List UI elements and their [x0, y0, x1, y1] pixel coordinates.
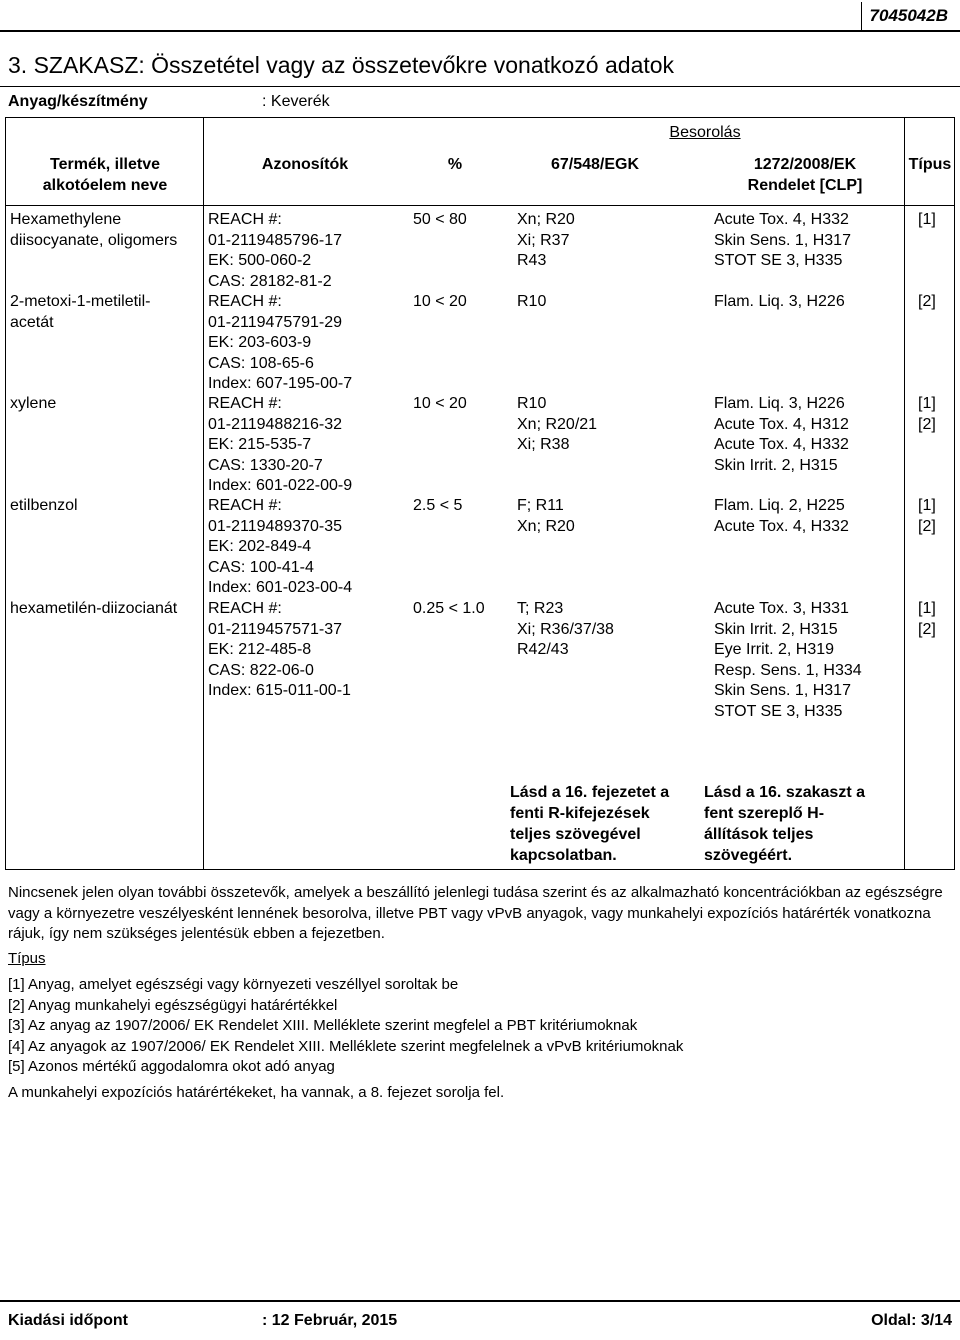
type-list-item: [4] Az anyagok az 1907/2006/ EK Rendelet XIII. Melléklete szerint megfelelnek a vPvB kritériumoknak	[8, 1037, 684, 1055]
row-percent: 2.5 < 5	[413, 497, 463, 514]
type-heading: Típus	[8, 950, 46, 967]
row-clp-class: Flam. Liq. 2, H225 Acute Tox. 4, H332	[714, 497, 849, 535]
section-divider	[0, 86, 960, 87]
row-clp-class: Acute Tox. 4, H332 Skin Sens. 1, H317 STOT SE 3, H335	[714, 211, 851, 269]
row-percent: 10 < 20	[413, 395, 467, 412]
row-dir-class: Xn; R20 Xi; R37 R43	[517, 211, 575, 269]
row-name: 2-metoxi-1-metiletil- acetát	[10, 293, 151, 331]
document-number: 7045042B	[861, 2, 954, 31]
info-paragraph: Nincsenek jelen olyan további összetevők, amelyek a beszállító jelenlegi tudása szerint és az alkalmazható koncentrációkban az egészségre vagy a környezetre veszélyesként lennének besorolva, illetve PBT vagy vPvB anyagok, vagy munkahelyi expozíciós határérték vonatkozna rájuk, így nem szükséges jelentésük ebben a fejezetben.	[8, 884, 943, 943]
header-percent: %	[447, 156, 463, 173]
header-clp: 1272/2008/EK Rendelet [CLP]	[747, 156, 863, 194]
row-type: [1] [2]	[918, 395, 936, 433]
row-clp-class: Acute Tox. 3, H331 Skin Irrit. 2, H315 Eye Irrit. 2, H319 Resp. Sens. 1, H334 Skin Sens. 1, H317 STOT SE 3, H335	[714, 600, 862, 720]
row-identifiers: REACH #: 01-2119488216-32 EK: 215-535-7 CAS: 1330-20-7 Index: 601-022-00-9	[208, 395, 353, 494]
col-divider-2	[904, 117, 905, 870]
page-number: Oldal: 3/14	[871, 1312, 952, 1329]
row-identifiers: REACH #: 01-2119489370-35 EK: 202-849-4 CAS: 100-41-4 Index: 601-023-00-4	[208, 497, 353, 596]
issue-date-line: : 12 Február, 2015	[262, 1312, 398, 1329]
note-h-statements: Lásd a 16. szakaszt a fent szereplő H- állítások teljes szövegéért.	[704, 784, 865, 864]
row-percent: 10 < 20	[413, 293, 467, 310]
header-classification: Besorolás	[669, 124, 741, 141]
row-type: [1] [2]	[918, 497, 936, 535]
row-percent: 50 < 80	[413, 211, 467, 228]
top-divider	[0, 30, 960, 32]
row-name: hexametilén-diizocianát	[10, 600, 178, 617]
row-dir-class: F; R11 Xn; R20	[517, 497, 575, 535]
closing-text: A munkahelyi expozíciós határértékeket, ha vannak, a 8. fejezet sorolja fel.	[8, 1084, 505, 1101]
mixture-value-line: : Keverék	[262, 93, 330, 110]
row-type: [1] [2]	[918, 600, 936, 638]
row-name: xylene	[10, 395, 57, 412]
row-dir-class: R10 Xn; R20/21 Xi; R38	[517, 395, 598, 453]
header-identifiers: Azonosítók	[261, 156, 349, 173]
row-identifiers: REACH #: 01-2119485796-17 EK: 500-060-2 CAS: 28182-81-2	[208, 211, 343, 290]
section-title: 3. SZAKASZ: Összetétel vagy az összetevőkre vonatkozó adatok	[8, 52, 675, 78]
note-r-phrases: Lásd a 16. fejezetet a fenti R-kifejezések teljes szövegével kapcsolatban.	[510, 784, 670, 864]
row-clp-class: Flam. Liq. 3, H226	[714, 293, 845, 310]
type-list	[8, 975, 953, 1078]
type-list-item: [5] Azonos mértékű aggodalomra okot adó anyag	[8, 1058, 335, 1076]
row-name: Hexamethylene diisocyanate, oligomers	[10, 211, 178, 249]
mixture-label: Anyag/készítmény	[8, 93, 148, 110]
col-divider-1	[203, 117, 204, 870]
header-product: Termék, illetve alkotóelem neve	[42, 156, 168, 194]
issue-date-label: Kiadási időpont	[8, 1312, 128, 1329]
type-list-item: [1] Anyag, amelyet egészségi vagy környezeti veszéllyel soroltak be	[8, 976, 459, 993]
type-list-item: [3] Az anyag az 1907/2006/ EK Rendelet XIII. Melléklete szerint megfelel a PBT kritériumoknak	[8, 1017, 638, 1035]
row-identifiers: REACH #: 01-2119457571-37 EK: 212-485-8 CAS: 822-06-0 Index: 615-011-00-1	[208, 600, 351, 699]
row-type: [2]	[918, 293, 936, 310]
row-dir-class: R10	[517, 293, 547, 310]
row-percent: 0.25 < 1.0	[413, 600, 485, 617]
row-type: [1]	[918, 211, 936, 228]
row-clp-class: Flam. Liq. 3, H226 Acute Tox. 4, H312 Acute Tox. 4, H332 Skin Irrit. 2, H315	[714, 395, 849, 474]
row-dir-class: T; R23 Xi; R36/37/38 R42/43	[517, 600, 614, 658]
type-list-item: [2] Anyag munkahelyi egészségügyi határértékkel	[8, 996, 338, 1014]
footer	[0, 1300, 960, 1340]
header-type: Típus	[908, 156, 952, 173]
issue-date: 12 Február, 2015	[271, 1312, 398, 1329]
row-identifiers: REACH #: 01-2119475791-29 EK: 203-603-9 CAS: 108-65-6 Index: 607-195-00-7	[208, 293, 353, 392]
header-divider	[5, 205, 955, 206]
row-name: etilbenzol	[10, 497, 78, 514]
header-dir: 67/548/EGK	[550, 156, 640, 173]
mixture-value: Keverék	[270, 93, 330, 110]
